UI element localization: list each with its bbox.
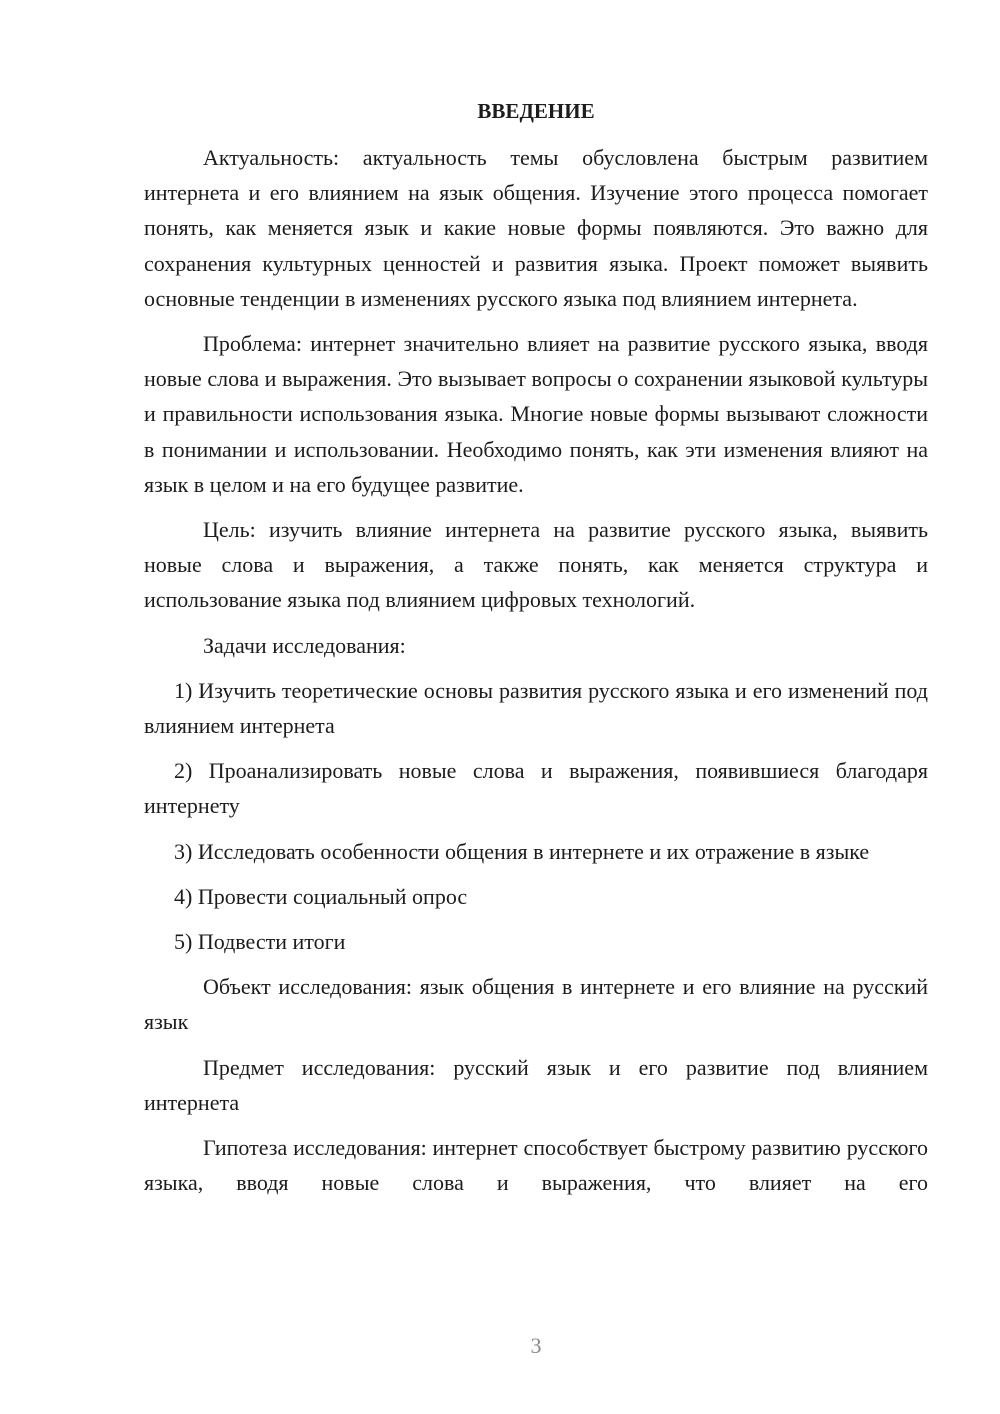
object-paragraph: Объект исследования: язык общения в интернете и его влияние на русский язык (144, 974, 928, 1035)
task-item: 4) Провести социальный опрос (174, 883, 468, 909)
subject-paragraph: Предмет исследования: русский язык и его развитие под влиянием интернета (144, 1054, 928, 1115)
relevance-paragraph: Актуальность: актуальность темы обусловлена быстрым развитием интернета и его влиянием на язык общения. Изучение этого процесса помогает понять, как меняется язык и какие новые формы появляются. Это важно для сохранения культурных ценностей и развития языка. Проект поможет выявить основные тенденции в изменениях русского языка под влиянием интернета. (144, 145, 928, 311)
task-item: 3) Исследовать особенности общения в интернете и их отражение в языке (174, 838, 870, 864)
tasks-heading: Задачи исследования: (203, 632, 406, 658)
document-page (144, 96, 928, 1210)
hypothesis-paragraph: Гипотеза исследования: интернет способствует быстрому развитию русского языка, вводя новые слова и выражения, что влияет на его (144, 1135, 928, 1196)
page-number: 3 (530, 1333, 542, 1358)
task-item: 5) Подвести итоги (174, 929, 346, 955)
section-title: ВВЕДЕНИЕ (477, 99, 595, 123)
problem-paragraph: Проблема: интернет значительно влияет на развитие русского языка, вводя новые слова и выражения. Это вызывает вопросы о сохранении языковой культуры и правильности использования языка. Многие новые формы вызывают сложности в понимании и использовании. Необходимо понять, как эти изменения влияют на язык в целом и на его будущее развитие. (144, 331, 928, 497)
goal-paragraph: Цель: изучить влияние интернета на развитие русского языка, выявить новые слова и выражения, а также понять, как меняется структура и использование языка под влиянием цифровых технологий. (144, 517, 928, 613)
task-item: 1) Изучить теоретические основы развития русского языка и его изменений под влиянием интернета (144, 677, 928, 739)
task-item: 2) Проанализировать новые слова и выражения, появившиеся благодаря интернету (144, 758, 928, 819)
